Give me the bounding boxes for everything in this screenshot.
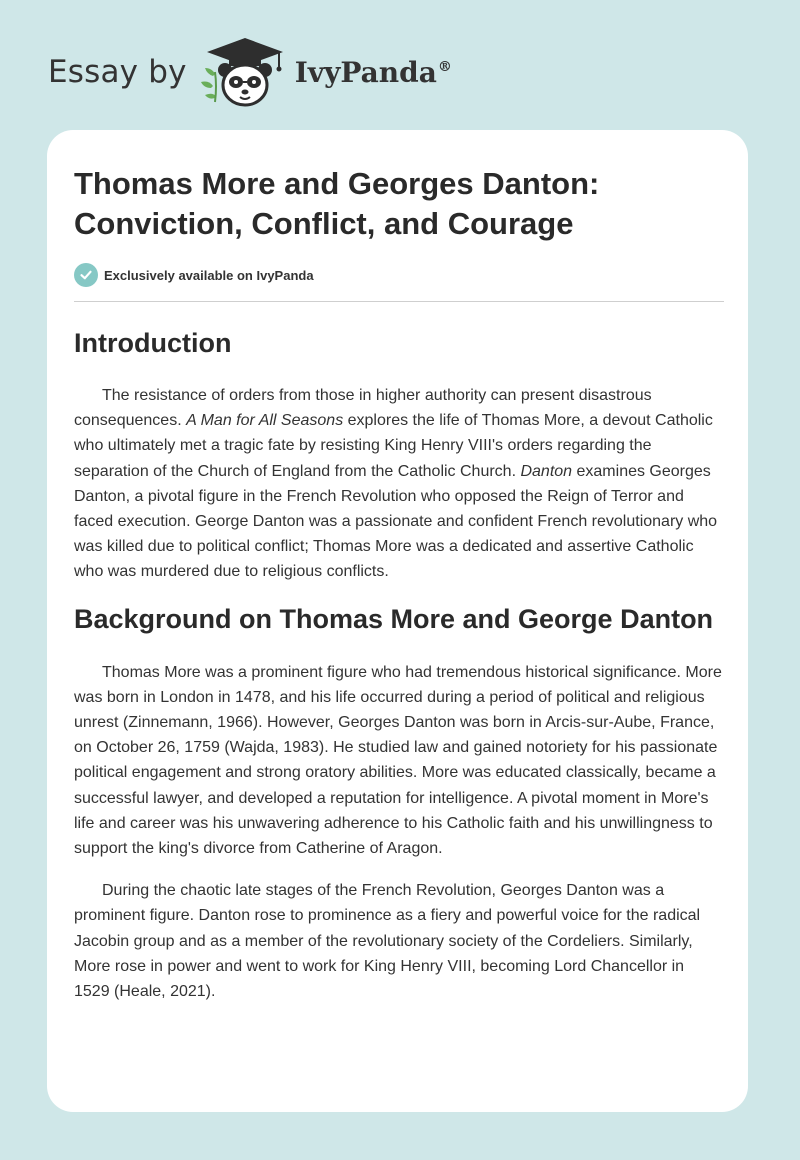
divider <box>74 301 724 302</box>
essay-title: Thomas More and Georges Danton: Conviction, Conflict, and Courage <box>74 166 600 241</box>
film-title: A Man for All Seasons <box>186 412 344 430</box>
background-paragraph-1: Thomas More was a prominent figure who had tremendous historical significance. More was born in London in 1478, and his life occurred during a period of political and religious unrest (Zinnemann, 1966). However, Georges Danton was born in Arcis-sur-Aube, France, on October 26, 1759 (Wajda, 1983). He studied law and gained notoriety for his passionate political engagement and strong oratory abilities. More was educated classically, became a successful lawyer, and developed a reputation for intelligence. A pivotal moment in More's life and career was his unwavering adherence to his Catholic faith and his unwillingness to support the king's divorce from Catherine of Aragon. <box>74 663 722 858</box>
exclusive-badge <box>74 263 724 287</box>
brand-name: IvyPanda® <box>294 55 452 89</box>
exclusive-badge-text: Exclusively available on IvyPanda <box>104 267 314 283</box>
essay-content <box>74 164 724 1004</box>
checkmark-icon <box>74 263 98 287</box>
section-heading-introduction: Introduction <box>74 328 232 358</box>
essay-card <box>47 130 748 1112</box>
section-heading-background: Background on Thomas More and George Danton <box>74 603 714 634</box>
registered-mark: ® <box>437 59 452 76</box>
brand-logo[interactable] <box>48 36 452 108</box>
panda-mascot-icon <box>199 36 291 108</box>
film-title: Danton <box>520 462 573 480</box>
introduction-paragraph: The resistance of orders from those in higher authority can present disastrous consequences. A Man for All Seasons explores the life of Thomas More, a devout Catholic who ultimately met a tragic fate by resisting King Henry VIII's orders regarding the separation of the Church of England from the Catholic Church. Danton examines Georges Danton, a pivotal figure in the French Revolution who opposed the Reign of Terror and faced execution. George Danton was a passionate and confident French revolutionary who was killed due to political conflict; Thomas More was a dedicated and assertive Catholic who was murdered due to religious conflicts. <box>74 387 718 581</box>
brand-prefix: Essay by <box>48 54 187 90</box>
background-paragraph-2: During the chaotic late stages of the French Revolution, Georges Danton was a prominent figure. Danton rose to prominence as a fiery and powerful voice for the radical Jacobin group and as a member of the revolutionary society of the Cordeliers. Similarly, More rose in power and went to work for King Henry VIII, becoming Lord Chancellor in 1529 (Heale, 2021). <box>74 882 701 1001</box>
